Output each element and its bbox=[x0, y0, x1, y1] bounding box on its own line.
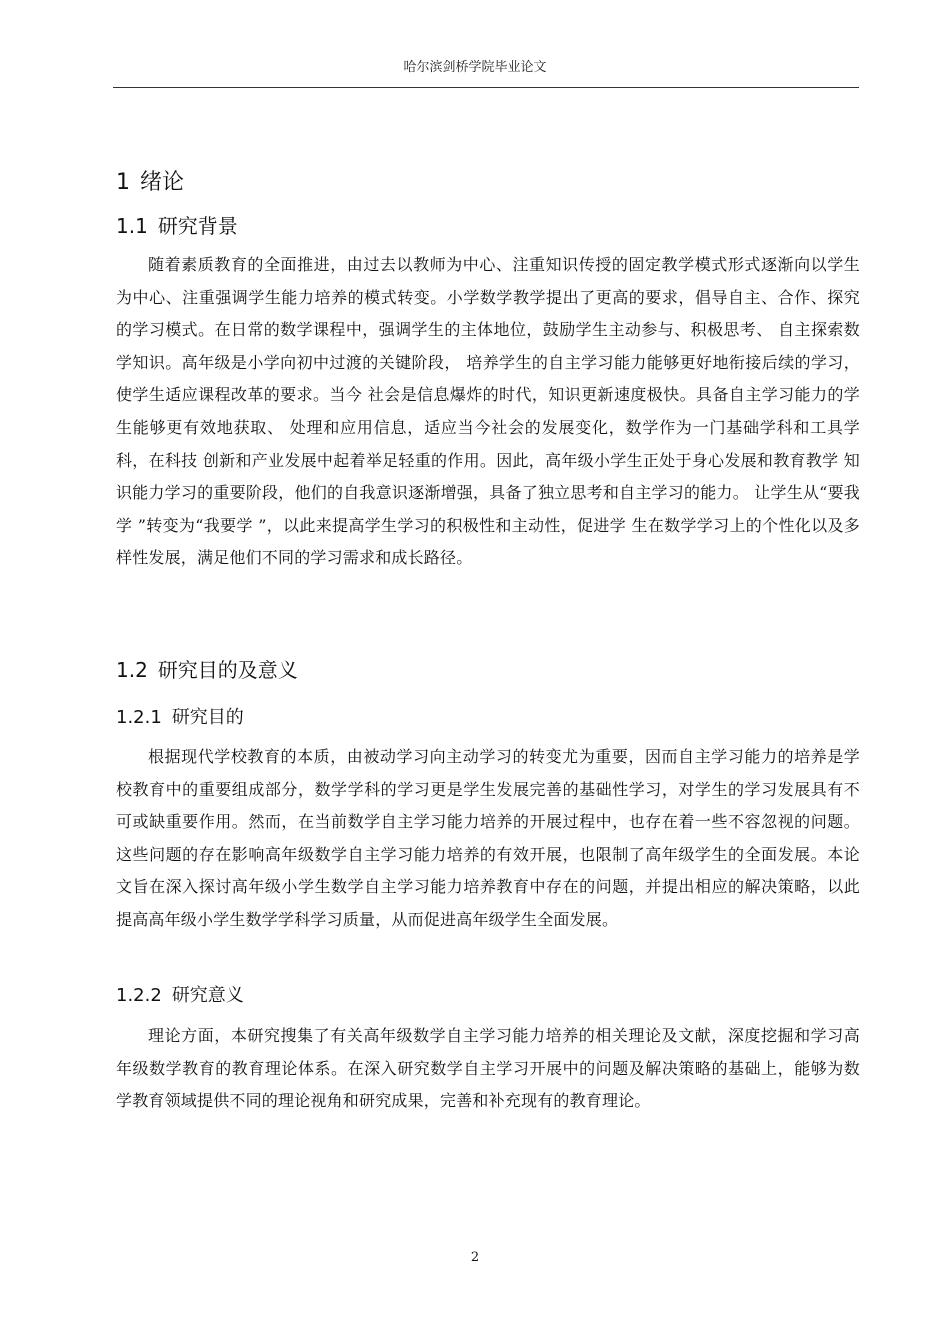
subsection-title: 研究目的 bbox=[171, 707, 244, 728]
chapter-heading bbox=[116, 165, 184, 196]
subsection-heading-1-2-1 bbox=[116, 703, 244, 729]
running-header: 哈尔滨剑桥学院毕业论文 bbox=[403, 60, 547, 75]
paragraph-research-background: 随着素质教育的全面推进，由过去以教师为中心、注重知识传授的固定教学模式形式逐渐向以学生为中心、注重强调学生能力培养的模式转变。小学数学教学提出了更高的要求，倡导自主、合作、探究的学习模式。在日常的数学课程中，强调学生的主体地位，鼓励学生主动参与、积极思考、 自主探索数学知识。高年级是小学向初中过渡的关键阶段， 培养学生的自主学习能力能够更好地衔接后续的学习，使学生适应课程改革的要求。当今 社会是信息爆炸的时代，知识更新速度极快。具备自主学习能力的学生能够更有效地获取、 处理和应用信息，适应当今社会的发展变化，数学作为一门基础学科和工具学科，在科技 创新和产业发展中起着举足轻重的作用。因此，高年级小学生正处于身心发展和教育教学 知识能力学习的重要阶段，他们的自我意识逐渐增强，具备了独立思考和自主学习的能力。 让学生从“要我学 ”转变为“我要学 ”，以此来提高学生学习的积极性和主动性，促进学 生在数学学习上的个性化以及多样性发展，满足他们不同的学习需求和成长路径。 bbox=[116, 255, 860, 568]
section-number: 1.2 bbox=[116, 658, 148, 682]
subsection-number: 1.2.1 bbox=[116, 707, 162, 728]
section-heading-1-1 bbox=[116, 210, 238, 239]
subsection-title: 研究意义 bbox=[171, 985, 244, 1006]
section-title: 研究目的及意义 bbox=[157, 658, 298, 682]
section-number: 1.1 bbox=[116, 214, 148, 238]
header-rule bbox=[113, 87, 859, 88]
subsection-number: 1.2.2 bbox=[116, 985, 162, 1006]
subsection-heading-1-2-2 bbox=[116, 981, 244, 1007]
chapter-title: 绪论 bbox=[140, 170, 185, 195]
section-title: 研究背景 bbox=[157, 214, 238, 238]
page-number: 2 bbox=[470, 1250, 480, 1265]
chapter-number: 1 bbox=[116, 170, 130, 195]
paragraph-research-purpose: 根据现代学校教育的本质，由被动学习向主动学习的转变尤为重要，因而自主学习能力的培养是学校教育中的重要组成部分，数学学科的学习更是学生发展完善的基础性学习，对学生的学习发展具有不可或缺重要作用。然而，在当前数学自主学习能力培养的开展过程中，也存在着一些不容忽视的问题。这些问题的存在影响高年级数学自主学习能力培养的有效开展，也限制了高年级学生的全面发展。本论文旨在深入探讨高年级小学生数学自主学习能力培养教育中存在的问题，并提出相应的解决策略，以此提高高年级小学生数学学科学习质量，从而促进高年级学生全面发展。 bbox=[116, 747, 860, 929]
paragraph-research-significance: 理论方面，本研究搜集了有关高年级数学自主学习能力培养的相关理论及文献，深度挖掘和学习高年级数学教育的教育理论体系。在深入研究数学自主学习开展中的问题及解决策略的基础上，能够为数学教育领域提供不同的理论视角和研究成果，完善和补充现有的教育理论。 bbox=[116, 1026, 860, 1111]
section-heading-1-2 bbox=[116, 654, 298, 683]
